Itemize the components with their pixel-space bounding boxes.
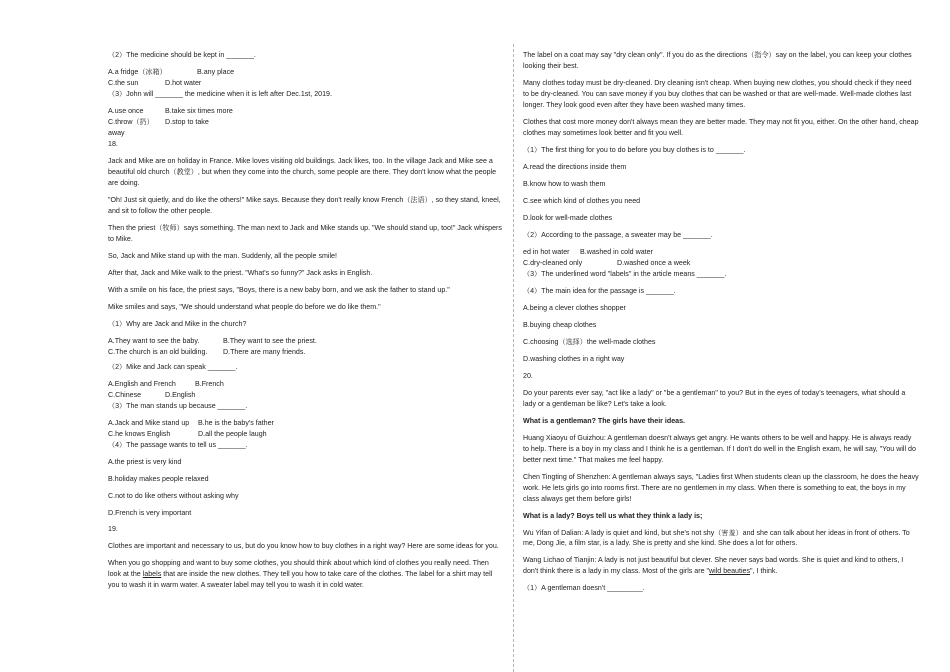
q18-2-options-ab (108, 379, 503, 390)
q18-3-options-ab (108, 418, 503, 429)
option-a: A.read the directions inside them (523, 162, 627, 171)
q17-3-stem: （3）John will _______ the medicine when it is left after Dec.1st, 2019. (108, 89, 332, 98)
q19-text: When you go shopping and want to buy some clothes, you should think about which kind of clothes you really need. Then look at the (108, 559, 489, 579)
option-c: C.dry-cleaned only (523, 258, 583, 267)
option-b: B.They want to see the priest. (223, 336, 317, 345)
q20-paragraph: Chen Tingting of Shenzhen: A gentleman always says, "Ladies first When students clean up the classroom, he does the heavy work. He lets girls go into rooms first. There are no gentlemen in my class. When there is something to eat, the boys in my class always get them before girls! (523, 472, 919, 503)
option-c: C.he knows English (108, 429, 171, 438)
q18-2-options-cd (108, 390, 503, 401)
q19-paragraph (108, 558, 503, 591)
q18-paragraph: So, Jack and Mike stand up with the man. Suddenly, all the people smile! (108, 251, 337, 260)
option-a: A.They want to see the baby. (108, 336, 200, 345)
q18-paragraph: "Oh! Just sit quietly, and do like the others!" Mike says. Because they don't really know French（法语）, so they stand, kneel, and sit to follow the other people. (108, 195, 501, 215)
option-b: B.buying cheap clothes (523, 320, 597, 329)
option-d: D.English (165, 390, 196, 399)
q17-2-options-ab (108, 67, 503, 78)
option-d: D.hot water (165, 78, 202, 87)
q19-text: that are inside the new clothes. They tell you how to take care of the clothes. The label for a shirt may tell you to wash it in warm water. A sweater label may tell you to wash it in cold water. (108, 570, 493, 590)
option-d: D.washing clothes in a right way (523, 354, 625, 363)
option-b: B.holiday makes people relaxed (108, 474, 209, 483)
q20-heading: What is a gentleman? The girls have their ideas. (523, 416, 686, 425)
q19-4-stem: （4）The main idea for the passage is _______. (523, 286, 676, 295)
q18-number: 18. (108, 139, 118, 148)
q20-paragraph: Do your parents ever say, "act like a lady" or "be a gentleman" to you? But in the eyes of today's teenagers, what should a lady or a gentleman be like? Let's take a look. (523, 388, 906, 408)
q18-paragraph: Then the priest（牧师）says something. The man next to Jack and Mike stands up. "We should stand up, too!" Jack whispers to Mike. (108, 223, 502, 243)
q18-paragraph: After that, Jack and Mike walk to the priest. "What's so funny?" Jack asks in English. (108, 268, 373, 277)
q19-2-options-cd (523, 258, 919, 269)
option-a: A.English and French (108, 379, 176, 388)
q17-3-options-ab (108, 106, 503, 117)
wild-beauties-underlined: wild beauties (709, 567, 751, 576)
option-b: B.take six times more (165, 106, 233, 115)
option-a: ed in hot water (523, 247, 570, 256)
option-c: C.the sun (108, 78, 139, 87)
option-c: C.not to do like others without asking why (108, 491, 239, 500)
option-d: D.washed once a week (617, 258, 691, 267)
q19-paragraph: Clothes are important and necessary to us, but do you know how to buy clothes in a right way? Here are some ideas for you. (108, 542, 499, 551)
option-a: A.use once (108, 106, 144, 115)
option-c: C.see which kind of clothes you need (523, 196, 641, 205)
q20-number: 20. (523, 371, 533, 380)
q18-3-options-cd (108, 429, 503, 440)
right-column (523, 50, 919, 600)
option-c: C.The church is an old building. (108, 347, 208, 356)
q19-2-options-ab (523, 247, 919, 258)
option-b: B.French (195, 379, 224, 388)
q17-2-stem: （2）The medicine should be kept in _______. (108, 51, 256, 59)
column-divider (513, 44, 514, 672)
option-a: A.Jack and Mike stand up (108, 418, 190, 427)
q19-paragraph: The label on a coat may say "dry clean only". If you do as the directions（指令）say on the label, you can keep your clothes looking their best. (523, 51, 912, 70)
q19-paragraph: Many clothes today must be dry-cleaned. Dry cleaning isn't cheap. When buying new clothes, you should check if they need to be dry-cleaned. You can save money if you buy clothes that can be washed or that are well-made. Well-made clothes last longer. They look good even after they have been washed many times. (523, 78, 912, 109)
q18-paragraph: With a smile on his face, the priest says, "Boys, there is a new baby born, and we ask the father to stand up." (108, 285, 450, 294)
option-b: B.he is the baby's father (198, 418, 274, 427)
q18-1-options-cd (108, 347, 503, 358)
option-a: A.being a clever clothes shopper (523, 303, 626, 312)
q20-text: ", I think. (750, 567, 778, 576)
option-a: A.a fridge（冰箱） (108, 67, 167, 76)
option-d: D.all the people laugh (198, 429, 267, 438)
labels-underlined-word: labels (142, 570, 162, 579)
q20-1-stem: （1）A gentleman doesn't _________. (523, 584, 645, 593)
option-d: D.There are many friends. (223, 347, 306, 356)
q20-heading: What is a lady? Boys tell us what they think a lady is; (523, 511, 703, 520)
q20-text: Wang Lichao of Tianjin: A lady is not just beautiful but clever. She never says bad words. She is quiet and kind to others, I don't think there is a lady in my class. Most of the girls are " (523, 556, 904, 576)
option-c: C.Chinese (108, 390, 142, 399)
option-c: C.choosing（选择）the well-made clothes (523, 337, 656, 346)
q18-1-stem: （1）Why are Jack and Mike in the church? (108, 319, 247, 328)
option-d: D.look for well-made clothes (523, 213, 613, 222)
q19-paragraph: Clothes that cost more money don't always mean they are better made. They may not fit you, either. On the other hand, cheap clothes may sometimes look better and fit you well. (523, 117, 919, 137)
left-column (108, 50, 503, 597)
q20-paragraph: Huang Xiaoyu of Guizhou: A gentleman doesn't always get angry. He wants others to be well and happy. He is always ready to help. There is a boy in my class and I think he is a gentleman. If I don't do well in the English exam, he will say, "You will do better next time." That makes me feel happy. (523, 433, 916, 464)
option-b: B.any place (197, 67, 235, 76)
q18-paragraph: Jack and Mike are on holiday in France. Mike loves visiting old buildings. Jack likes, too. In the village Jack and Mike see a beautiful old church（教堂）, but when they come into the church, some people are there. They don't know what the people are doing. (108, 156, 497, 187)
q18-1-options-ab (108, 336, 503, 347)
q20-paragraph: Wu Yifan of Dalian: A lady is quiet and kind, but she's not shy（害羞）and she can talk about her ideas in front of others. To me, Dong Jie, a film star, is a lady. She is pretty and she kind. She does a lot for others. (523, 528, 910, 548)
option-d: D.French is very important (108, 508, 192, 517)
q18-3-stem: （3）The man stands up because _______. (108, 401, 248, 410)
q17-3-options-cd (108, 117, 503, 139)
option-c: C.throw（扔）away (108, 117, 154, 137)
q19-number: 19. (108, 525, 118, 534)
q18-paragraph: Mike smiles and says, "We should understand what people do before we do like them." (108, 302, 381, 311)
q19-3-stem: （3）The underlined word "labels" in the article means _______. (523, 269, 727, 278)
q20-paragraph (523, 555, 919, 577)
q17-2-options-cd (108, 78, 503, 89)
q19-2-stem: （2）According to the passage, a sweater may be _______. (523, 230, 713, 239)
option-d: D.stop to take (165, 117, 209, 126)
option-b: B.know how to wash them (523, 179, 606, 188)
option-a: A.the priest is very kind (108, 457, 182, 466)
option-b: B.washed in cold water (580, 247, 653, 256)
q18-2-stem: （2）Mike and Jack can speak _______. (108, 362, 238, 371)
q19-1-stem: （1）The first thing for you to do before you buy clothes is to _______. (523, 145, 746, 154)
q18-4-stem: （4）The passage wants to tell us _______. (108, 440, 248, 449)
